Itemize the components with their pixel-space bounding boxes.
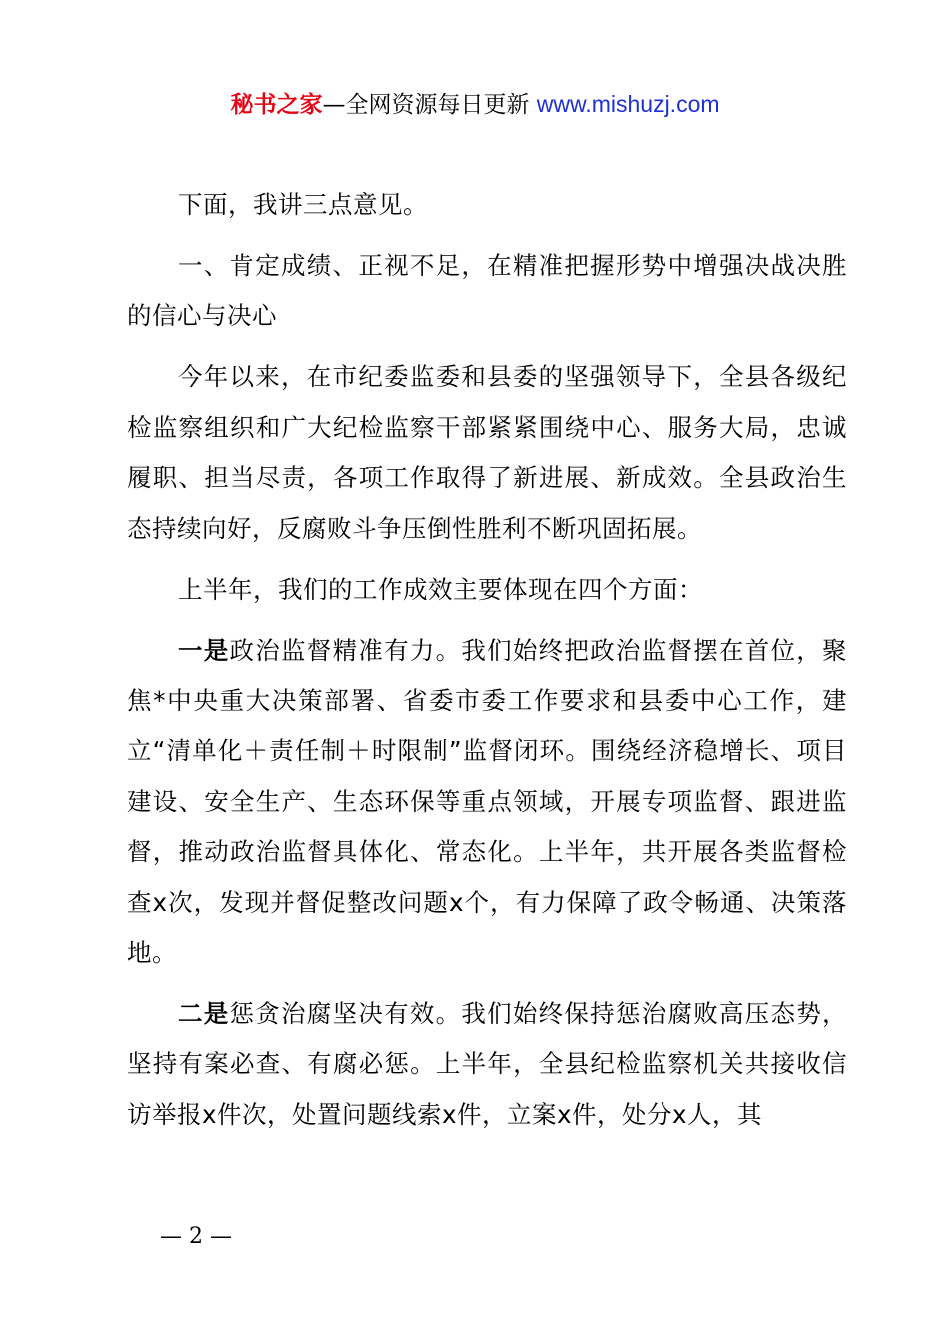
paragraph <box>127 352 847 554</box>
brand-name: 秘书之家 <box>230 92 323 118</box>
paragraph-point-one <box>127 626 847 979</box>
site-header <box>0 86 950 123</box>
header-tagline: —全网资源每日更新 <box>322 92 537 118</box>
paragraph-text: 政治监督精准有力。我们始终把政治监督摆在首位，聚焦*中央重大决策部署、省委市委工作要求和县委中心工作，建立“清单化＋责任制＋时限制”监督闭环。围绕经济稳增长、项目建设、安全生产、生态环保等重点领域，开展专项监督、跟进监督，推动政治监督具体化、常态化。上半年，共开展各类监督检查x次，发现并督促整改问题x个，有力保障了政令畅通、决策落地。 <box>127 635 848 968</box>
paragraph-text: 惩贪治腐坚决有效。我们始终保持惩治腐败高压态势，坚持有案必查、有腐必惩。上半年，全县纪检监察机关共接收信访举报x件次，处置问题线索x件，立案x件，处分x人，其 <box>127 999 848 1129</box>
paragraph-text: 一、肯定成绩、正视不足，在精准把握形势中增强决战决胜的信心与决心 <box>127 251 847 331</box>
site-url-link[interactable]: www.mishuzj.com <box>536 91 720 117</box>
paragraph <box>127 565 847 615</box>
document-body <box>127 180 847 1151</box>
paragraph-point-two <box>127 989 847 1140</box>
paragraph-text: 下面，我讲三点意见。 <box>178 190 428 219</box>
paragraph-text: 今年以来，在市纪委监委和县委的坚强领导下，全县各级纪检监察组织和广大纪检监察干部紧紧围绕中心、服务大局，忠诚履职、担当尽责，各项工作取得了新进展、新成效。全县政治生态持续向好，反腐败斗争压倒性胜利不断巩固拓展。 <box>127 362 847 543</box>
paragraph-text: 上半年，我们的工作成效主要体现在四个方面： <box>178 574 703 604</box>
page-number: — 2 — <box>160 1224 232 1249</box>
paragraph-lead: 一是 <box>178 635 230 665</box>
section-heading <box>127 241 847 342</box>
paragraph-intro <box>127 180 847 230</box>
paragraph-lead: 二是 <box>178 999 230 1029</box>
